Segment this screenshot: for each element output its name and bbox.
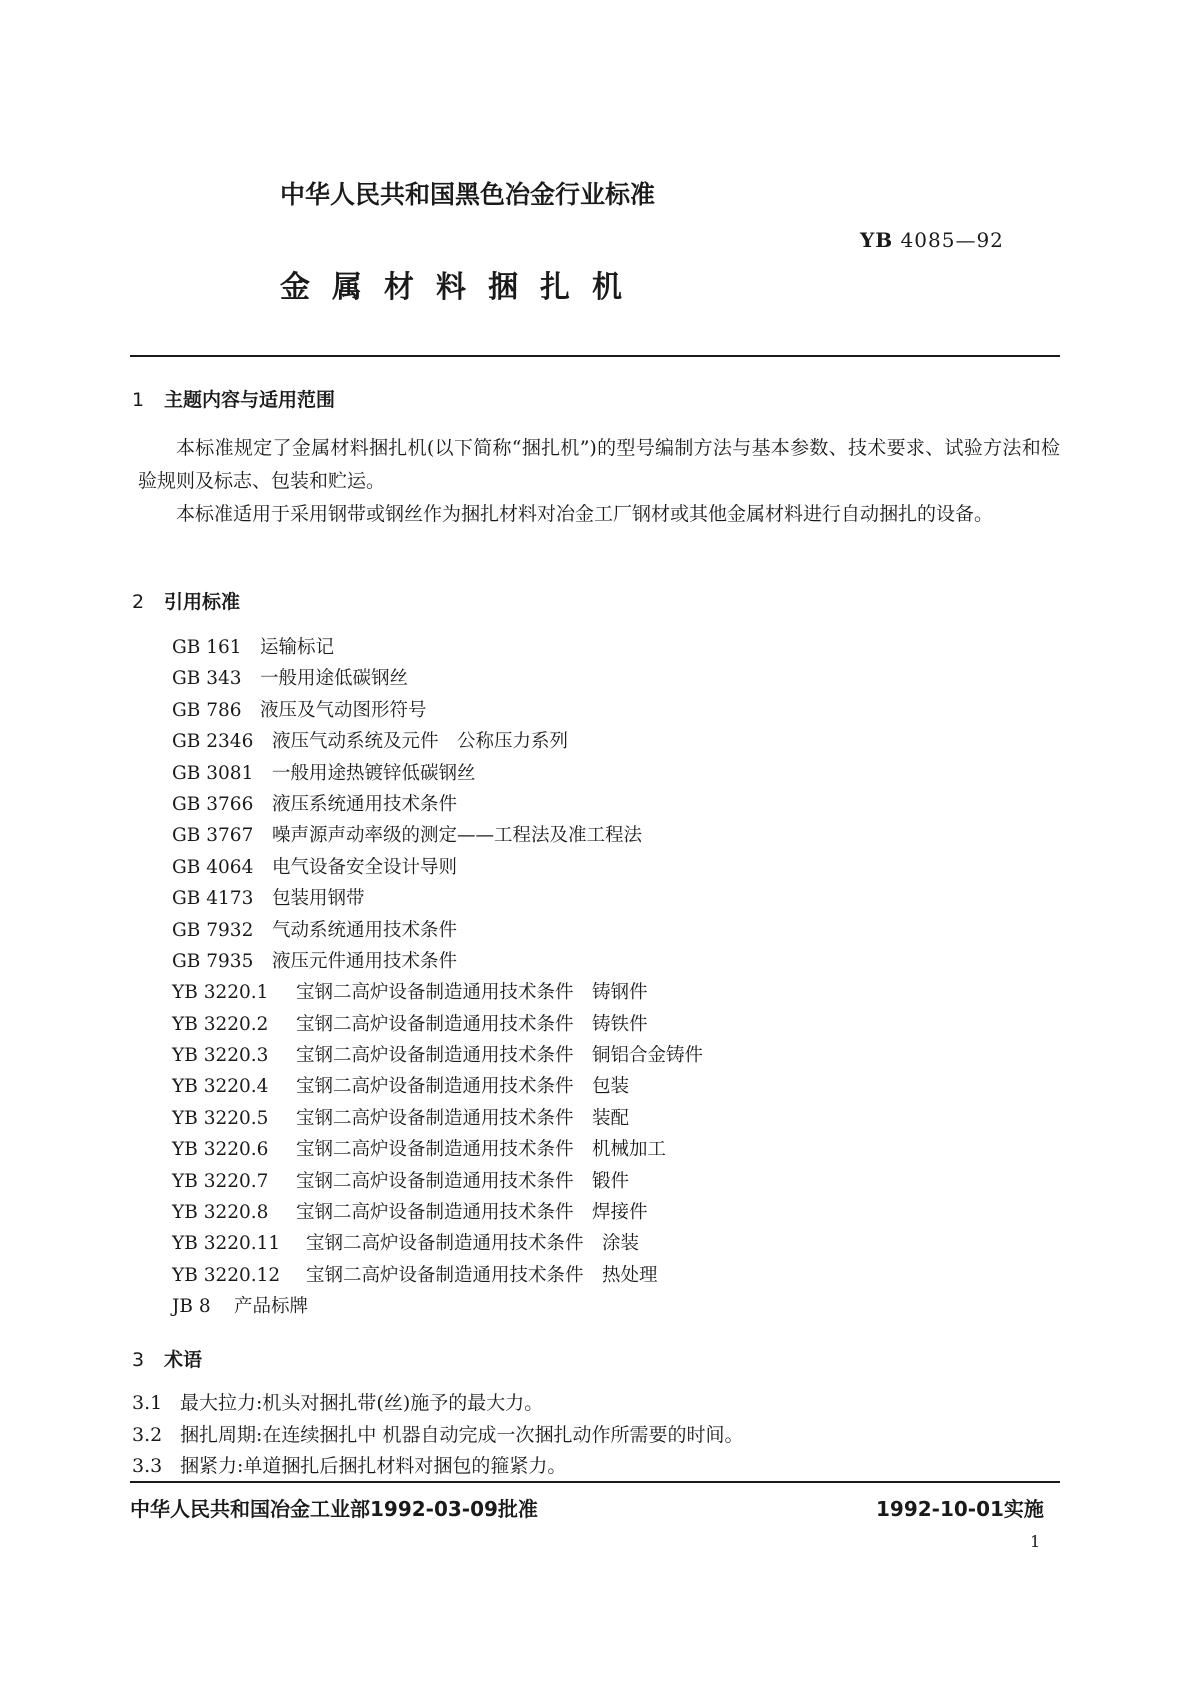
reference-item — [172, 883, 703, 914]
reference-code: GB 3766 — [172, 793, 254, 815]
reference-item — [172, 758, 703, 789]
section-title: 主题内容与适用范围 — [164, 389, 336, 411]
footer-divider — [130, 1481, 1060, 1483]
reference-name: 宝钢二高炉设备制造通用技术条件 锻件 — [296, 1170, 630, 1192]
reference-name: 液压系统通用技术条件 — [272, 793, 458, 815]
reference-item — [172, 1260, 703, 1291]
term-text: 最大拉力:机头对捆扎带(丝)施予的最大力。 — [180, 1392, 544, 1414]
term-item — [132, 1451, 566, 1478]
reference-name: 宝钢二高炉设备制造通用技术条件 机械加工 — [296, 1139, 667, 1161]
reference-code: YB 3220.1 — [172, 982, 269, 1004]
reference-code: GB 3767 — [172, 825, 254, 847]
reference-item — [172, 1228, 703, 1259]
reference-item — [172, 915, 703, 946]
reference-item — [172, 1166, 703, 1197]
reference-name: 宝钢二高炉设备制造通用技术条件 焊接件 — [296, 1202, 648, 1224]
effective-date: 1992-10-01实施 — [876, 1497, 1044, 1521]
reference-item — [172, 1134, 703, 1165]
section-number: 1 — [132, 389, 145, 411]
section-title: 引用标准 — [164, 591, 241, 613]
reference-item — [172, 1103, 703, 1134]
reference-name: 宝钢二高炉设备制造通用技术条件 装配 — [296, 1107, 630, 1129]
reference-list — [172, 632, 703, 1323]
reference-item — [172, 1071, 703, 1102]
reference-name: 宝钢二高炉设备制造通用技术条件 热处理 — [306, 1264, 658, 1286]
reference-name: 宝钢二高炉设备制造通用技术条件 铸铁件 — [296, 1013, 648, 1035]
reference-name: 包装用钢带 — [272, 888, 365, 910]
reference-item — [172, 789, 703, 820]
reference-code: YB 3220.7 — [172, 1170, 269, 1192]
reference-code: GB 4173 — [172, 888, 254, 910]
section-number: 3 — [132, 1349, 145, 1371]
reference-name: 产品标牌 — [234, 1296, 309, 1318]
reference-name: 宝钢二高炉设备制造通用技术条件 包装 — [296, 1076, 630, 1098]
reference-name: 液压及气动图形符号 — [260, 699, 427, 721]
section-1-paragraph-2: 本标准适用于采用钢带或钢丝作为捆扎材料对冶金工厂钢材或其他金属材料进行自动捆扎的设备。 — [176, 503, 994, 525]
approval-statement: 中华人民共和国冶金工业部1992-03-09批准 — [130, 1497, 538, 1521]
term-number: 3.2 — [132, 1424, 163, 1446]
reference-code: YB 3220.5 — [172, 1107, 269, 1129]
reference-name: 运输标记 — [260, 637, 335, 658]
term-text: 捆紧力:单道捆扎后捆扎材料对捆包的箍紧力。 — [180, 1455, 567, 1477]
reference-code: YB 3220.12 — [172, 1264, 281, 1286]
reference-code: GB 343 — [172, 668, 242, 690]
reference-name: 液压元件通用技术条件 — [272, 950, 458, 972]
section-1-heading — [132, 385, 335, 412]
reference-item — [172, 726, 703, 757]
reference-code: GB 4064 — [172, 856, 254, 878]
reference-name: 噪声源声动率级的测定——工程法及准工程法 — [272, 825, 643, 847]
reference-code: GB 3081 — [172, 762, 254, 784]
reference-code: GB 786 — [172, 699, 242, 721]
section-3-heading — [132, 1345, 202, 1372]
reference-code: YB 3220.8 — [172, 1202, 269, 1224]
standard-code — [860, 228, 1004, 252]
reference-code: YB 3220.4 — [172, 1076, 269, 1098]
reference-item — [172, 1009, 703, 1040]
reference-name: 气动系统通用技术条件 — [272, 919, 458, 941]
term-text: 捆扎周期:在连续捆扎中 机器自动完成一次捆扎动作所需要的时间。 — [180, 1424, 744, 1446]
reference-code: GB 7932 — [172, 919, 254, 941]
reference-name: 宝钢二高炉设备制造通用技术条件 涂装 — [306, 1233, 640, 1255]
reference-code: YB 3220.6 — [172, 1139, 269, 1161]
section-number: 2 — [132, 591, 145, 613]
reference-name: 宝钢二高炉设备制造通用技术条件 铸钢件 — [296, 982, 648, 1004]
reference-name: 宝钢二高炉设备制造通用技术条件 铜铝合金铸件 — [296, 1045, 704, 1067]
reference-code: YB 3220.2 — [172, 1013, 269, 1035]
reference-item — [172, 632, 703, 663]
term-number: 3.1 — [132, 1392, 163, 1414]
standard-code-prefix: YB — [860, 228, 894, 252]
reference-item — [172, 946, 703, 977]
reference-code: YB 3220.11 — [172, 1233, 281, 1255]
reference-code: JB 8 — [172, 1296, 211, 1318]
reference-item — [172, 695, 703, 726]
section-2-heading — [132, 587, 240, 614]
reference-item — [172, 852, 703, 883]
reference-item — [172, 663, 703, 694]
page-number: 1 — [1030, 1532, 1041, 1551]
term-number: 3.3 — [132, 1455, 163, 1477]
reference-item — [172, 1197, 703, 1228]
reference-code: GB 7935 — [172, 950, 254, 972]
reference-item — [172, 820, 703, 851]
term-item — [132, 1420, 743, 1447]
reference-name: 一般用途低碳钢丝 — [260, 668, 409, 690]
term-item — [132, 1388, 543, 1415]
reference-code: GB 161 — [172, 637, 242, 658]
reference-name: 液压气动系统及元件 公称压力系列 — [272, 731, 569, 753]
header-divider — [130, 355, 1060, 357]
section-title: 术语 — [164, 1349, 203, 1371]
section-1-paragraph-1: 本标准规定了金属材料捆扎机(以下简称“捆扎机”)的型号编制方法与基本参数、技术要求、试验方法和检验规则及标志、包装和贮运。 — [138, 437, 1060, 492]
standard-code-number: 4085—92 — [900, 228, 1004, 252]
reference-code: GB 2346 — [172, 731, 254, 753]
reference-name: 电气设备安全设计导则 — [272, 856, 458, 878]
reference-item — [172, 977, 703, 1008]
reference-name: 一般用途热镀锌低碳钢丝 — [272, 762, 476, 784]
issuing-body: 中华人民共和国黑色冶金行业标准 — [280, 180, 656, 209]
reference-item — [172, 1040, 703, 1071]
reference-item — [172, 1291, 703, 1322]
reference-code: YB 3220.3 — [172, 1045, 269, 1067]
document-title: 金属材料捆扎机 — [280, 270, 644, 305]
